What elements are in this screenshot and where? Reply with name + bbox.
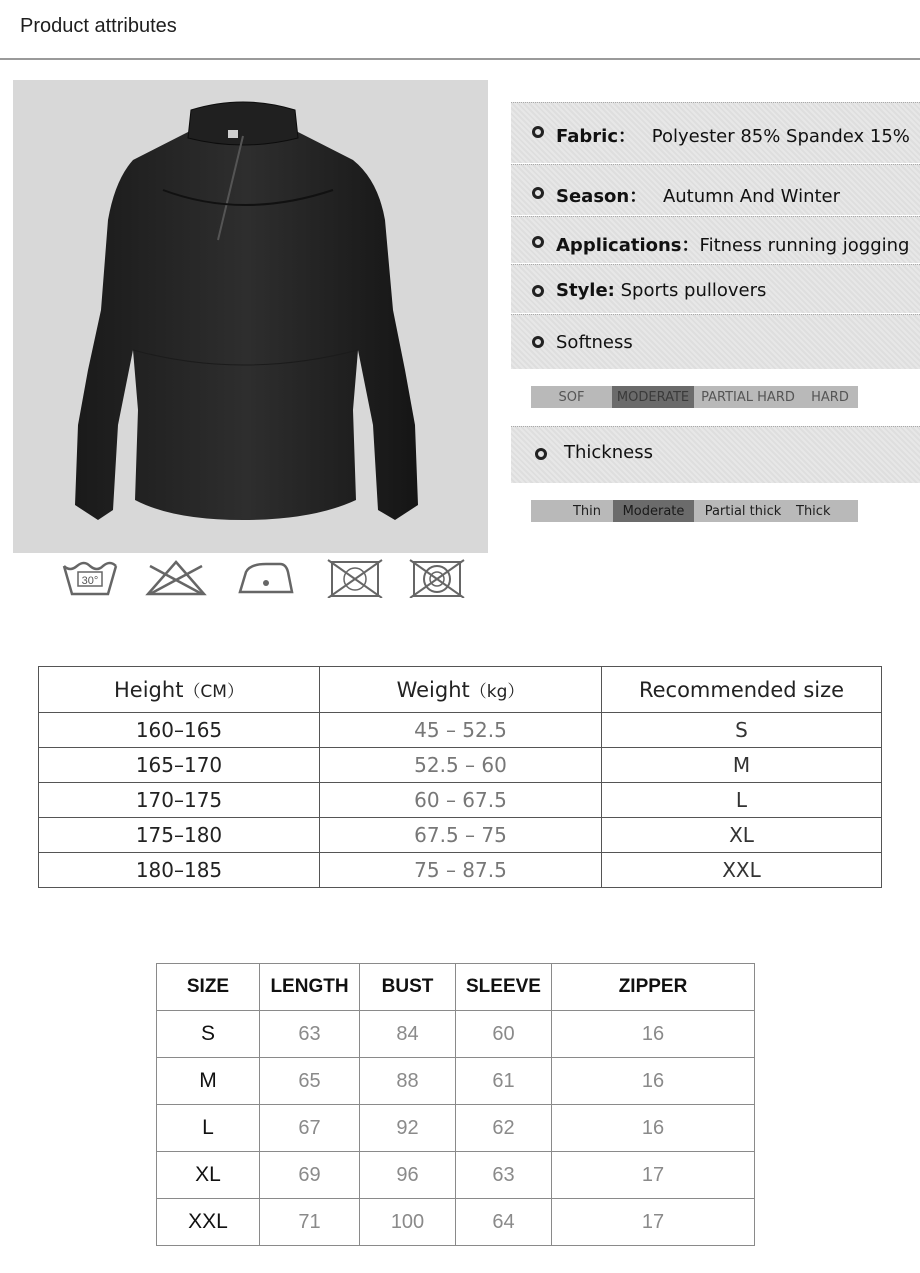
bullet-icon	[532, 336, 544, 348]
bullet-icon	[532, 236, 544, 248]
softness-option: PARTIAL HARD	[701, 389, 795, 405]
bullet-icon	[535, 448, 547, 460]
thickness-option-selected: Moderate	[613, 500, 694, 522]
softness-scale	[531, 386, 858, 408]
sleeve-header: SLEEVE	[456, 964, 552, 1011]
thickness-label: Thickness	[564, 442, 653, 463]
care-icons	[60, 558, 480, 602]
applications-value: Fitness running jogging	[699, 235, 910, 256]
applications-label: Applications：	[556, 235, 700, 256]
weight-header: Weight（kg）	[320, 667, 602, 713]
measurements-table	[156, 963, 755, 1246]
no-dry-clean-icon	[326, 558, 384, 598]
fabric-label: Fabric：	[556, 126, 636, 147]
thickness-option: Partial thick	[704, 503, 782, 519]
style-label: Style:	[556, 280, 615, 301]
page-title: Product attributes	[20, 15, 177, 37]
bust-header: BUST	[360, 964, 456, 1011]
thickness-row	[511, 426, 920, 483]
wash-30-icon	[60, 558, 120, 598]
style-row	[511, 264, 920, 313]
recommended-size-header: Recommended size	[602, 667, 882, 713]
table-row: 170–175 60 – 67.5 L	[39, 783, 882, 818]
iron-icon	[236, 558, 294, 598]
season-value: Autumn And Winter	[662, 186, 841, 207]
thickness-scale	[531, 500, 858, 522]
softness-option: HARD	[811, 389, 849, 405]
height-header: Height（CM）	[39, 667, 320, 713]
table-row: S 63 84 60 16	[157, 1011, 755, 1058]
softness-option: SOF	[558, 389, 585, 405]
style-value: Sports pullovers	[620, 280, 767, 301]
bullet-icon	[532, 285, 544, 297]
no-tumble-dry-icon	[408, 558, 466, 598]
applications-row	[511, 216, 920, 263]
table-row: L 67 92 62 16	[157, 1105, 755, 1152]
shirt-image	[13, 80, 488, 553]
page-header	[0, 0, 920, 60]
bullet-icon	[532, 187, 544, 199]
table-row: 160–165 45 – 52.5 S	[39, 713, 882, 748]
fabric-value: Polyester 85% Spandex 15%	[651, 126, 910, 147]
table-row: M 65 88 61 16	[157, 1058, 755, 1105]
zipper-header: ZIPPER	[552, 964, 755, 1011]
bullet-icon	[532, 126, 544, 138]
svg-text:30°: 30°	[81, 575, 99, 587]
product-photo	[13, 80, 488, 553]
thickness-option: Thin	[572, 503, 601, 519]
season-row	[511, 164, 920, 215]
table-row: 165–170 52.5 – 60 M	[39, 748, 882, 783]
softness-option-selected: MODERATE	[612, 386, 694, 408]
softness-row	[511, 314, 920, 369]
thickness-option: Thick	[796, 503, 831, 519]
table-row: 180–185 75 – 87.5 XXL	[39, 853, 882, 888]
table-row: 175–180 67.5 – 75 XL	[39, 818, 882, 853]
fabric-row	[511, 102, 920, 163]
length-header: LENGTH	[260, 964, 360, 1011]
softness-label: Softness	[556, 332, 633, 353]
season-label: Season：	[556, 186, 648, 207]
table-row: XL 69 96 63 17	[157, 1152, 755, 1199]
table-row: XXL 71 100 64 17	[157, 1199, 755, 1246]
no-bleach-icon	[144, 558, 208, 598]
size-guide-table	[38, 666, 882, 888]
size-header: SIZE	[157, 964, 260, 1011]
